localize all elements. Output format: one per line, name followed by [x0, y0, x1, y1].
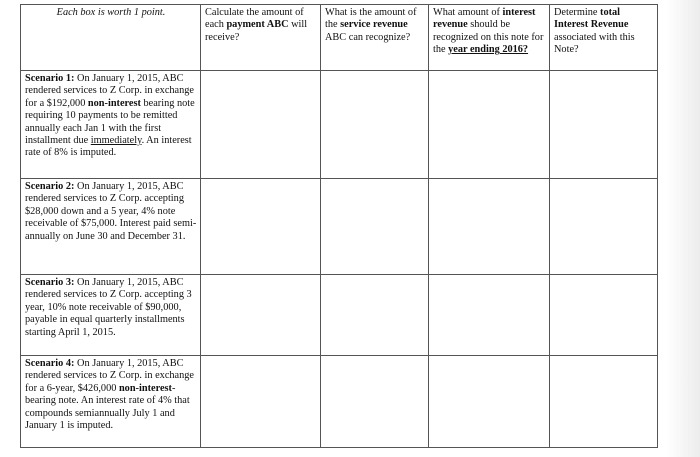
- scenario-row-1: [21, 71, 658, 179]
- header-service-text: What is the amount of the: [325, 7, 417, 31]
- header-payment-text: Calculate the amount of each: [205, 7, 304, 31]
- header-interest-2016: [429, 5, 550, 71]
- header-service-bold: service revenue: [340, 19, 408, 31]
- header-service-revenue: [321, 5, 429, 71]
- scenario-4-text: On January 1, 2015, ABC rendered services to Z Corp. in exchange for a 6-year, $426,000: [25, 358, 194, 394]
- scenario-row-2: [21, 179, 658, 275]
- answer-cell-s4-payment[interactable]: [201, 356, 321, 448]
- scenario-2-description: [21, 179, 201, 275]
- scenario-4-text-cont: -bearing note. An interest rate of 4% that compounds semiannually July 1 and January 1 is imputed.: [25, 382, 190, 432]
- point-note: [21, 5, 201, 71]
- scenario-1-text-cont: bearing note requiring 10 payments to be remitted annually each Jan 1 with the first installment due: [25, 97, 195, 147]
- scenario-3-label: Scenario 3:: [25, 277, 75, 288]
- header-interest-year: year ending 2016?: [448, 44, 529, 56]
- header-service-tail: ABC can recognize?: [325, 31, 411, 43]
- answer-cell-s1-total-interest[interactable]: [550, 71, 658, 179]
- scenario-1-underline: immediately: [90, 135, 142, 147]
- answer-cell-s4-interest-2016[interactable]: [429, 356, 550, 448]
- scenario-2-label: Scenario 2:: [25, 181, 75, 192]
- scenario-4-label: Scenario 4:: [25, 358, 75, 369]
- header-payment-bold: payment ABC: [226, 19, 289, 31]
- answer-cell-s3-total-interest[interactable]: [550, 275, 658, 356]
- answer-cell-s2-interest-2016[interactable]: [429, 179, 550, 275]
- scenario-1-text-end: . An interest rate of 8% is imputed.: [25, 135, 192, 159]
- scenario-row-3: [21, 275, 658, 356]
- answer-cell-s1-payment[interactable]: [201, 71, 321, 179]
- header-total-tail: associated with this Note?: [554, 31, 635, 56]
- answer-cell-s3-payment[interactable]: [201, 275, 321, 356]
- answer-cell-s2-payment[interactable]: [201, 179, 321, 275]
- header-payment-tail: will receive?: [205, 19, 308, 43]
- header-interest-bold: interest revenue: [433, 7, 536, 31]
- scenario-1-description: [21, 71, 201, 179]
- scenario-table: [20, 4, 658, 448]
- header-total-interest: [550, 5, 658, 71]
- answer-cell-s2-total-interest[interactable]: [550, 179, 658, 275]
- scenario-1-label: Scenario 1:: [25, 73, 75, 84]
- answer-cell-s2-service-revenue[interactable]: [321, 179, 429, 275]
- answer-cell-s4-total-interest[interactable]: [550, 356, 658, 448]
- header-total-bold: total Interest Revenue: [554, 7, 629, 31]
- page-edge-shadow: [666, 0, 700, 457]
- scenario-3-text: On January 1, 2015, ABC rendered services to Z Corp. accepting 3 year, 10% note receivable of $90,000, payable in equal quarterly installments starting April 1, 2015.: [25, 277, 192, 338]
- header-total-text: Determine: [554, 7, 601, 18]
- answer-cell-s3-interest-2016[interactable]: [429, 275, 550, 356]
- scenario-3-description: [21, 275, 201, 356]
- header-interest-mid: should be recognized on this note for the: [433, 19, 544, 56]
- answer-cell-s3-service-revenue[interactable]: [321, 275, 429, 356]
- header-interest-text: What amount of: [433, 7, 503, 18]
- answer-cell-s1-interest-2016[interactable]: [429, 71, 550, 179]
- scenario-1-text: On January 1, 2015, ABC rendered services to Z Corp. in exchange for a $192,000: [25, 73, 194, 109]
- answer-cell-s4-service-revenue[interactable]: [321, 356, 429, 448]
- scenario-1-bold: non-interest: [87, 97, 141, 109]
- scenario-4-description: [21, 356, 201, 448]
- header-row: [21, 5, 658, 71]
- scenario-row-4: [21, 356, 658, 448]
- scenario-4-bold: non-interest: [118, 382, 172, 394]
- scenario-2-text: On January 1, 2015, ABC rendered services to Z Corp. accepting $28,000 down and a 5 year, 4% note receivable of $75,000. Interest paid semi-annually on June 30 and December 31.: [25, 181, 197, 242]
- answer-cell-s1-service-revenue[interactable]: [321, 71, 429, 179]
- header-payment: [201, 5, 321, 71]
- point-note-text: Each box is worth 1 point.: [56, 7, 166, 18]
